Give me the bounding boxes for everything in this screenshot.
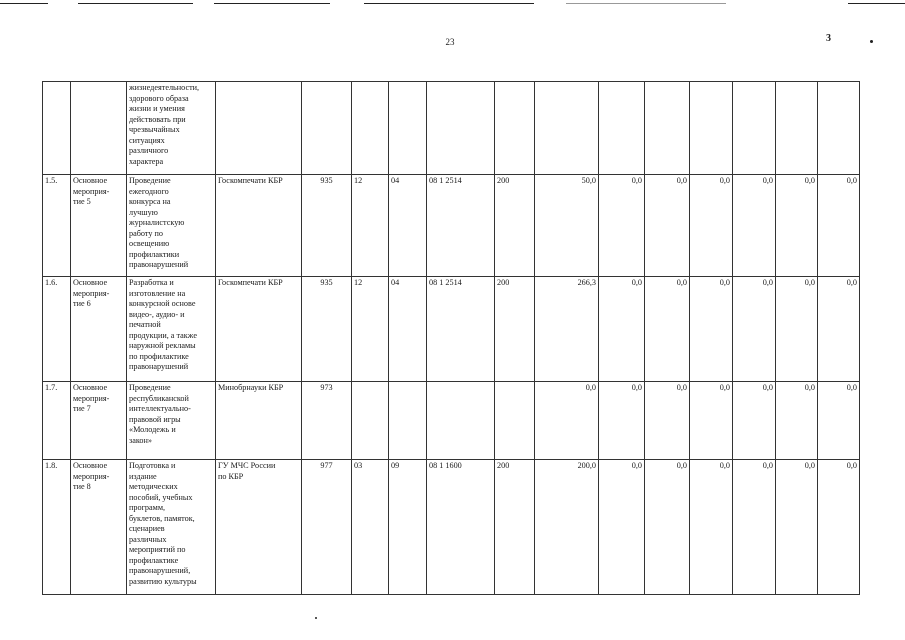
status-cell [71,82,127,175]
amount-cell: 0,0 [776,460,818,595]
vr-code-cell: 200 [495,460,535,595]
budget-table [42,81,860,595]
rz-code-cell: 03 [352,460,389,595]
table-row [43,175,860,277]
amount-cell [645,82,690,175]
status-cell: Основное мероприя- тие 6 [71,277,127,382]
grbs-code-cell: 935 [302,175,352,277]
pr-code-cell: 09 [389,460,427,595]
amount-cell: 0,0 [776,175,818,277]
description-cell: жизнедеятельности, здорового образа жизни и умения действовать при чрезвычайных ситуациях различного характера [127,82,216,175]
vr-code-cell [495,382,535,460]
executor-cell: Госкомпечати КБР [216,175,302,277]
amount-cell: 0,0 [645,175,690,277]
amount-cell [535,82,599,175]
status-cell: Основное мероприя- тие 7 [71,382,127,460]
amount-cell: 0,0 [733,460,776,595]
executor-cell: Госкомпечати КБР [216,277,302,382]
executor-cell [216,82,302,175]
amount-cell: 0,0 [690,277,733,382]
amount-cell: 200,0 [535,460,599,595]
csr-code-cell [427,382,495,460]
table-row [43,382,860,460]
amount-cell: 0,0 [818,175,860,277]
pr-code-cell: 04 [389,277,427,382]
amount-cell: 0,0 [645,382,690,460]
amount-cell: 0,0 [690,460,733,595]
amount-cell: 0,0 [690,382,733,460]
row-number: 1.8. [43,460,71,595]
row-number: 1.7. [43,382,71,460]
csr-code-cell [427,82,495,175]
amount-cell: 266,3 [535,277,599,382]
table-row [43,82,860,175]
amount-cell [818,82,860,175]
grbs-code-cell [302,82,352,175]
scan-dot [315,617,317,619]
executor-cell: ГУ МЧС России по КБР [216,460,302,595]
amount-cell: 0,0 [645,460,690,595]
row-number: 1.5. [43,175,71,277]
amount-cell: 0,0 [733,277,776,382]
rz-code-cell: 12 [352,175,389,277]
amount-cell [733,82,776,175]
grbs-code-cell: 973 [302,382,352,460]
amount-cell: 0,0 [599,175,645,277]
amount-cell: 0,0 [690,175,733,277]
description-cell: Проведение республиканской интеллектуально- правовой игры «Молодежь и закон» [127,382,216,460]
rz-code-cell [352,382,389,460]
row-number: 1.6. [43,277,71,382]
table-row [43,460,860,595]
grbs-code-cell: 935 [302,277,352,382]
description-cell: Проведение ежегодного конкурса на лучшую журналистскую работу по освещению профилактики правонарушений [127,175,216,277]
scan-dot [870,40,873,43]
csr-code-cell: 08 1 2514 [427,277,495,382]
amount-cell: 0,0 [535,382,599,460]
csr-code-cell: 08 1 2514 [427,175,495,277]
amount-cell: 0,0 [599,277,645,382]
description-cell: Подготовка и издание методических пособий, учебных программ, буклетов, памяток, сценариев различных мероприятий по профилактике правонарушений, развитию культуры [127,460,216,595]
corner-mark: 3 [826,33,831,44]
amount-cell: 50,0 [535,175,599,277]
amount-cell: 0,0 [733,175,776,277]
rz-code-cell [352,82,389,175]
page-number: 23 [445,37,455,47]
amount-cell [776,82,818,175]
amount-cell: 0,0 [776,382,818,460]
amount-cell: 0,0 [818,460,860,595]
vr-code-cell [495,82,535,175]
csr-code-cell: 08 1 1600 [427,460,495,595]
amount-cell: 0,0 [818,277,860,382]
grbs-code-cell: 977 [302,460,352,595]
amount-cell [690,82,733,175]
rz-code-cell: 12 [352,277,389,382]
description-cell: Разработка и изготовление на конкурсной основе видео-, аудио- и печатной продукции, а также наружной рекламы по профилактике правонарушений [127,277,216,382]
pr-code-cell [389,82,427,175]
executor-cell: Минобрнауки КБР [216,382,302,460]
pr-code-cell: 04 [389,175,427,277]
amount-cell: 0,0 [776,277,818,382]
row-number [43,82,71,175]
amount-cell: 0,0 [645,277,690,382]
pr-code-cell [389,382,427,460]
amount-cell: 0,0 [818,382,860,460]
vr-code-cell: 200 [495,277,535,382]
vr-code-cell: 200 [495,175,535,277]
amount-cell: 0,0 [733,382,776,460]
amount-cell: 0,0 [599,460,645,595]
table-row [43,277,860,382]
status-cell: Основное мероприя- тие 5 [71,175,127,277]
status-cell: Основное мероприя- тие 8 [71,460,127,595]
amount-cell [599,82,645,175]
amount-cell: 0,0 [599,382,645,460]
